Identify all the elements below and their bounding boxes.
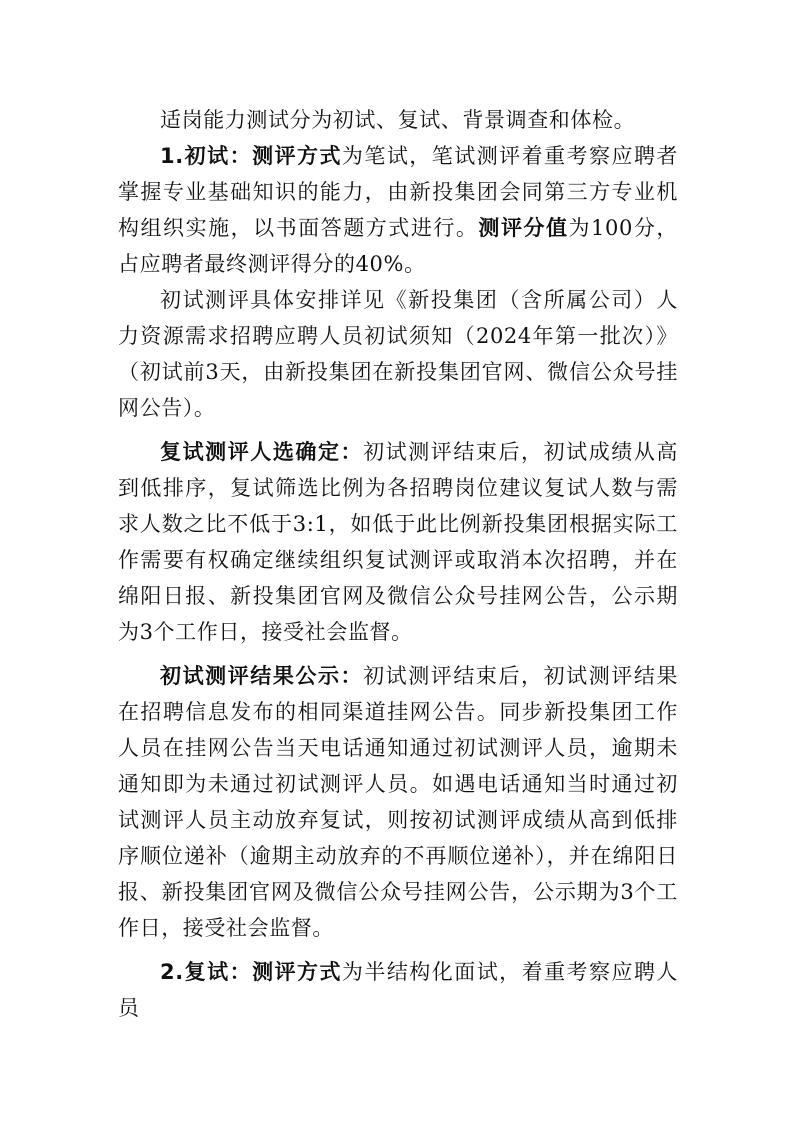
preliminary-results-text: 初试测评结束后，初试测评结果在招聘信息发布的相同渠道挂网公告。同步新投集团工作人员在挂网公告当天电话通知通过初试测评人员，逾期未通知即为未通过初试测评人员。如遇电话通知当时通过初试测评人员主动放弃复试，则按初试测评成绩从高到低排序顺位递补（逾期主动放弃的不再顺位递补），并在绵阳日报、新投集团官网及微信公众号挂网公告，公示期为3个工作日，接受社会监督。 xyxy=(118,664,678,940)
paragraph-intro: 适岗能力测试分为初试、复试、背景调查和体检。 xyxy=(160,108,636,132)
section-title-preliminary-results: 初试测评结果公示： xyxy=(160,664,364,688)
label-assessment-score: 测评分值 xyxy=(478,216,569,240)
section-number: 2. xyxy=(160,960,184,984)
body-text xyxy=(118,102,678,1026)
paragraph-retest-candidates xyxy=(118,434,678,650)
preliminary-method-text: 为笔试，笔试测评着重考察应聘者掌握专业基础知识的能力，由新投集团会同第三方专业机构组织实施，以书面答题方式进行。 xyxy=(118,144,679,240)
retest-candidates-text: 初试测评结束后，初试成绩从高到低排序，复试筛选比例为各招聘岗位建议复试人数与需求人数之比不低于3:1，如低于此比例新投集团根据实际工作需要有权确定继续组织复试测评或取消本次招聘，并在绵阳日报、新投集团官网及微信公众号挂网公告，公示期为3个工作日，接受社会监督。 xyxy=(118,440,678,644)
section-title-retest: 复试： xyxy=(183,960,253,984)
paragraph-preliminary-arrangement: 初试测评具体安排详见《新投集团（含所属公司）人力资源需求招聘应聘人员初试须知（2024年第一批次）》（初试前3天，由新投集团在新投集团官网、微信公众号挂网公告）。 xyxy=(118,288,678,420)
label-assessment-method: 测评方式 xyxy=(252,960,342,984)
section-title-preliminary: 初试： xyxy=(183,144,253,168)
paragraph-retest xyxy=(118,954,678,1026)
preliminary-score-text: 为100分，占应聘者最终测评得分的40%。 xyxy=(118,216,678,276)
section-title-retest-candidates: 复试测评人选确定： xyxy=(160,440,364,464)
section-number: 1. xyxy=(160,144,184,168)
label-assessment-method: 测评方式 xyxy=(252,144,342,168)
paragraph-preliminary-results xyxy=(118,658,678,946)
paragraph-preliminary-test xyxy=(118,138,678,282)
retest-method-text: 为半结构化面试，着重考察应聘人员 xyxy=(118,960,679,1020)
